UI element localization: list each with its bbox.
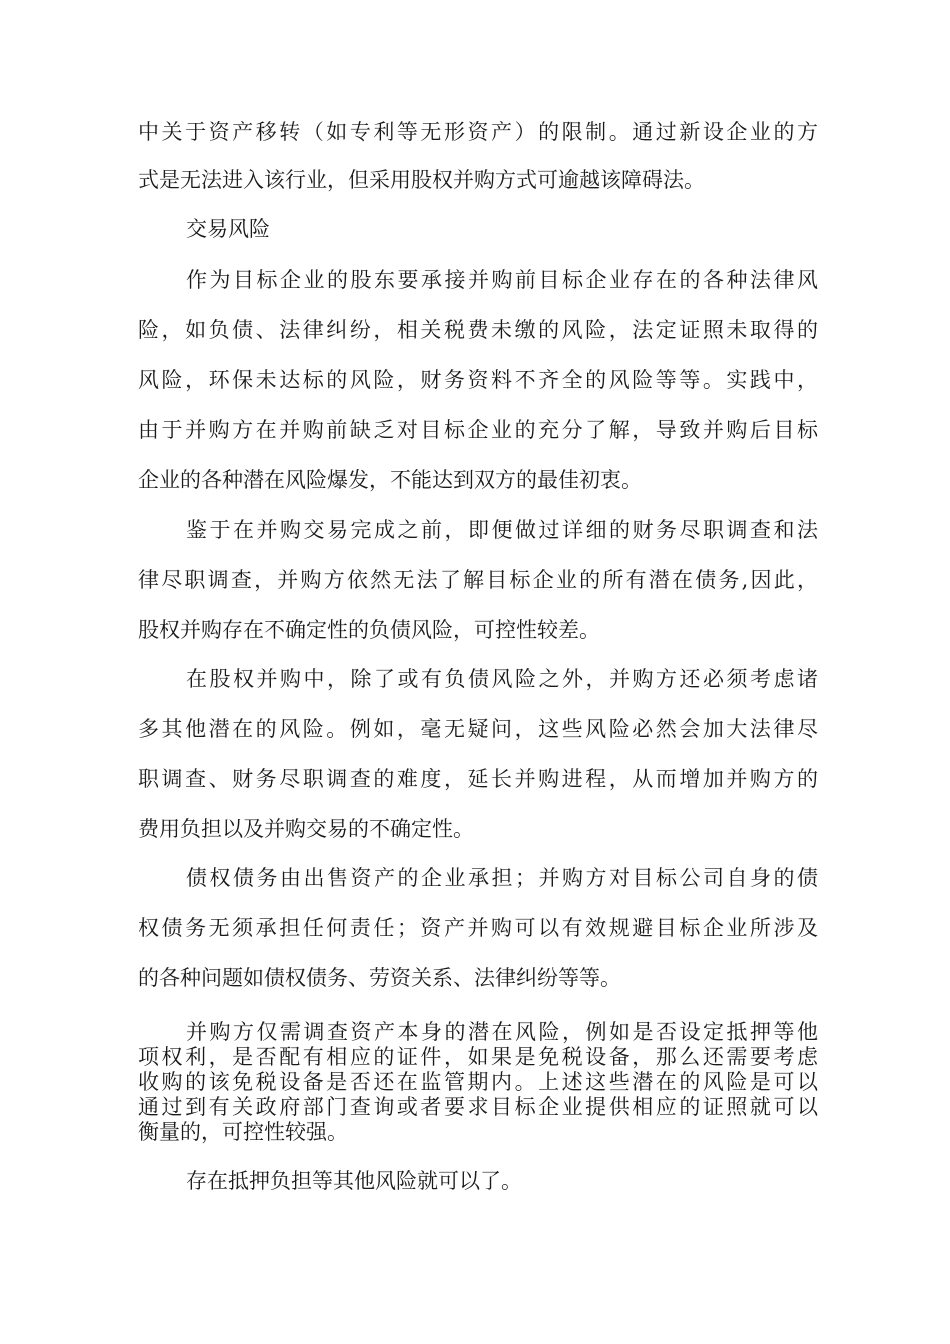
section-heading-text: 交易风险 <box>186 217 270 241</box>
paragraph-line: 中关于资产移转（如专利等无形资产）的限制。通过新设企业的方 <box>138 120 818 144</box>
paragraph-line: 鉴于在并购交易完成之前，即便做过详细的财务尽职调查和法 <box>186 518 818 542</box>
paragraph-line: 职调查、财务尽职调查的难度，延长并购进程，从而增加并购方的 <box>138 767 818 791</box>
paragraph-line: 式是无法进入该行业，但采用股权并购方式可逾越该障碍法。 <box>138 168 705 192</box>
paragraph-line: 的各种问题如债权债务、劳资关系、法律纠纷等等。 <box>138 966 621 990</box>
paragraph-line: 律尽职调查，并购方依然无法了解目标企业的所有潜在债务,因此， <box>138 568 818 592</box>
paragraph-line: 费用负担以及并购交易的不确定性。 <box>138 817 474 841</box>
paragraph-line: 企业的各种潜在风险爆发，不能达到双方的最佳初衷。 <box>138 468 642 492</box>
paragraph-line: 收购的该免税设备是否还在监管期内。上述这些潜在的风险是可以 <box>138 1070 818 1094</box>
paragraph-line: 项权利，是否配有相应的证件，如果是免税设备，那么还需要考虑 <box>138 1045 818 1069</box>
paragraph-line: 作为目标企业的股东要承接并购前目标企业存在的各种法律风 <box>186 268 818 292</box>
paragraph-line: 存在抵押负担等其他风险就可以了。 <box>186 1169 522 1193</box>
paragraph-line: 权债务无须承担任何责任；资产并购可以有效规避目标企业所涉及 <box>138 916 818 940</box>
paragraph-line: 并购方仅需调查资产本身的潜在风险，例如是否设定抵押等他 <box>186 1020 818 1044</box>
paragraph-line: 债权债务由出售资产的企业承担；并购方对目标公司自身的债 <box>186 866 818 890</box>
paragraph-line: 由于并购方在并购前缺乏对目标企业的充分了解，导致并购后目标 <box>138 418 818 442</box>
paragraph-line: 在股权并购中，除了或有负债风险之外，并购方还必须考虑诸 <box>186 667 818 691</box>
paragraph-line: 多其他潜在的风险。例如，毫无疑问，这些风险必然会加大法律尽 <box>138 717 818 741</box>
paragraph-line: 股权并购存在不确定性的负债风险，可控性较差。 <box>138 618 600 642</box>
paragraph-line: 风险，环保未达标的风险，财务资料不齐全的风险等等。实践中， <box>138 368 818 392</box>
paragraph-line: 险，如负债、法律纠纷，相关税费未缴的风险，法定证照未取得的 <box>138 318 818 342</box>
paragraph-line: 通过到有关政府部门查询或者要求目标企业提供相应的证照就可以 <box>138 1095 818 1119</box>
paragraph-line: 衡量的，可控性较强。 <box>138 1120 348 1144</box>
